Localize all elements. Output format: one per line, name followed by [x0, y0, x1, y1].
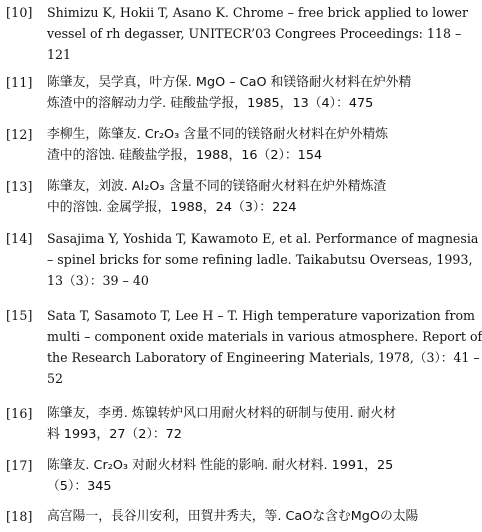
- reference-line: 陈肇友，刘波. Al₂O₃ 含量不同的镁铬耐火材料在炉外精炼渣: [47, 179, 387, 194]
- reference-text: [47, 228, 479, 291]
- reference-text: [47, 72, 441, 114]
- reference-text: [47, 2, 469, 65]
- reference-line: 炼渣中的溶解动力学. 硅酸盐学报，1985，13（4）：475: [47, 96, 374, 111]
- reference-line: 中的溶蚀. 金属学报，1988，24（3）：224: [47, 200, 297, 215]
- reference-number: [17]: [6, 458, 33, 473]
- reference-line: 13（3）：39 – 40: [47, 273, 149, 288]
- reference-text: [47, 124, 441, 166]
- reference-line: （5）：345: [47, 479, 112, 494]
- reference-number: [11]: [6, 75, 33, 90]
- reference-line: 高宫陽一，長谷川安利，田賀井秀夫，等. CaOな含むMgOの太陽: [47, 509, 419, 524]
- reference-line: 52: [47, 371, 64, 386]
- reference-number: [18]: [6, 509, 33, 524]
- reference-text: [47, 506, 441, 527]
- reference-number: [15]: [6, 308, 33, 323]
- reference-text: [47, 305, 482, 389]
- reference-line: vessel of rh degasser, UNITECR’03 Congrees Proceedings: 118 –: [47, 26, 462, 41]
- reference-entry-cut: [0, 509, 446, 532]
- reference-text: [47, 176, 441, 218]
- reference-line: 121: [47, 47, 72, 62]
- reference-line: Sasajima Y, Yoshida T, Kawamoto E, et al. Performance of magnesia: [47, 231, 479, 246]
- reference-line: Shimizu K, Hokii T, Asano K. Chrome – free brick applied to lower: [47, 5, 469, 20]
- reference-text: [47, 403, 441, 445]
- reference-number: [10]: [6, 5, 33, 20]
- reference-line: 料 1993，27（2）：72: [47, 427, 182, 442]
- reference-line: Sata T, Sasamoto T, Lee H – T. High temperature vaporization from: [47, 308, 475, 323]
- reference-line: – spinel bricks for some refining ladle. Taikabutsu Overseas, 1993,: [47, 252, 473, 267]
- reference-line: 陈肇友，吴学真，叶方保. MgO – CaO 和镁铬耐火材料在炉外精: [47, 75, 412, 90]
- reference-line: multi – component oxide materials in various atmosphere. Report of: [47, 329, 482, 344]
- reference-line: 李柳生，陈肇友. Cr₂O₃ 含量不同的镁铬耐火材料在炉外精炼: [47, 127, 389, 142]
- reference-number: [12]: [6, 127, 33, 142]
- reference-number: [13]: [6, 179, 33, 194]
- reference-line: 陈肇友，李勇. 炼镍转炉风口用耐火材料的研制与使用. 耐火材: [47, 406, 396, 421]
- reference-number: [14]: [6, 231, 33, 246]
- reference-text: [47, 455, 441, 497]
- reference-line: 陈肇友. Cr₂O₃ 对耐火材料 性能的影响. 耐火材料. 1991，25: [47, 458, 394, 473]
- reference-line: the Research Laboratory of Engineering Materials, 1978,（3）：41 –: [47, 350, 480, 365]
- reference-line: 渣中的溶蚀. 硅酸盐学报，1988，16（2）：154: [47, 148, 323, 163]
- reference-number: [16]: [6, 406, 33, 421]
